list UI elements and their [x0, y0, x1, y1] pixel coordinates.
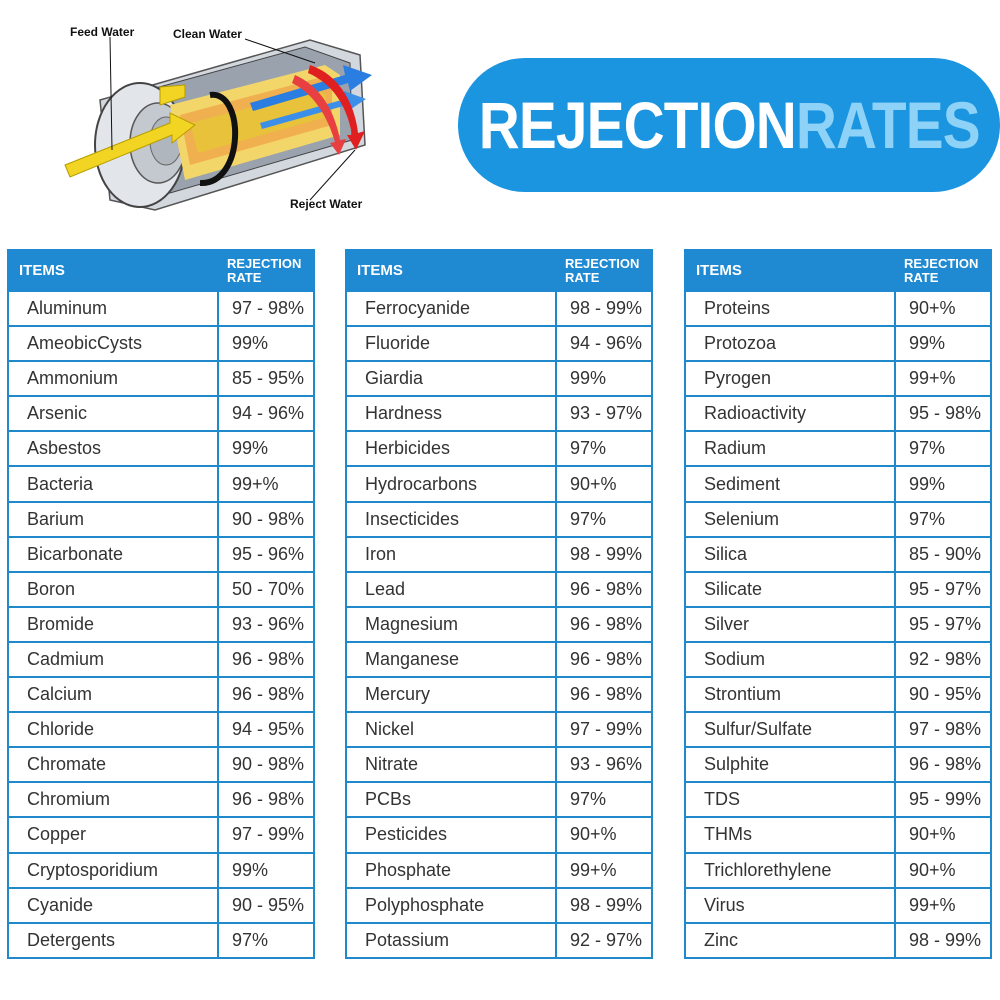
item-cell: Phosphate — [346, 853, 556, 888]
rate-cell: 95 - 97% — [895, 607, 991, 642]
rate-cell: 90+% — [556, 817, 652, 852]
rate-cell: 85 - 95% — [218, 361, 314, 396]
table-row — [346, 466, 652, 501]
table-row — [346, 747, 652, 782]
table-row — [8, 607, 314, 642]
table-row — [8, 537, 314, 572]
title-banner — [458, 58, 1000, 192]
rate-cell: 98 - 99% — [556, 888, 652, 923]
table-row — [8, 853, 314, 888]
table-row — [346, 642, 652, 677]
rate-cell: 97 - 99% — [556, 712, 652, 747]
item-cell: Silver — [685, 607, 895, 642]
rate-header-line2: RATE — [904, 269, 939, 285]
item-cell: Pesticides — [346, 817, 556, 852]
reject-water-label: Reject Water — [290, 197, 363, 211]
rate-cell: 93 - 96% — [556, 747, 652, 782]
item-cell: Sulphite — [685, 747, 895, 782]
item-cell: Protozoa — [685, 326, 895, 361]
table-row — [8, 712, 314, 747]
rate-cell: 95 - 96% — [218, 537, 314, 572]
rate-cell: 98 - 99% — [895, 923, 991, 958]
rate-cell: 92 - 98% — [895, 642, 991, 677]
item-cell: THMs — [685, 817, 895, 852]
rate-cell: 90+% — [895, 291, 991, 326]
rate-cell: 95 - 97% — [895, 572, 991, 607]
table-row — [346, 291, 652, 326]
rate-cell: 94 - 96% — [218, 396, 314, 431]
item-cell: Herbicides — [346, 431, 556, 466]
rate-cell: 96 - 98% — [556, 607, 652, 642]
rate-cell: 93 - 97% — [556, 396, 652, 431]
item-cell: Arsenic — [8, 396, 218, 431]
rate-cell: 94 - 96% — [556, 326, 652, 361]
item-cell: Nickel — [346, 712, 556, 747]
table-row — [685, 466, 991, 501]
rate-cell: 90 - 95% — [895, 677, 991, 712]
item-cell: Bacteria — [8, 466, 218, 501]
rejection-table-3 — [684, 249, 992, 959]
items-header: ITEMS — [685, 250, 895, 291]
rate-cell: 97% — [218, 923, 314, 958]
table-row — [346, 326, 652, 361]
table-row — [8, 326, 314, 361]
rate-cell: 85 - 90% — [895, 537, 991, 572]
item-cell: Hydrocarbons — [346, 466, 556, 501]
item-cell: Giardia — [346, 361, 556, 396]
item-cell: Trichlorethylene — [685, 853, 895, 888]
table-row — [8, 817, 314, 852]
item-cell: Barium — [8, 502, 218, 537]
table-row — [8, 431, 314, 466]
table-row — [346, 607, 652, 642]
table-row — [8, 291, 314, 326]
rate-cell: 98 - 99% — [556, 537, 652, 572]
rate-cell: 99% — [218, 431, 314, 466]
items-header: ITEMS — [8, 250, 218, 291]
item-cell: Nitrate — [346, 747, 556, 782]
table-row — [346, 782, 652, 817]
rate-cell: 97 - 99% — [218, 817, 314, 852]
table-row — [685, 361, 991, 396]
rate-cell: 97% — [895, 502, 991, 537]
rate-cell: 90 - 98% — [218, 502, 314, 537]
rate-cell: 96 - 98% — [556, 677, 652, 712]
rate-cell: 90+% — [556, 466, 652, 501]
rate-cell: 97% — [556, 502, 652, 537]
table-row — [346, 502, 652, 537]
table-header-row — [685, 250, 991, 291]
table-row — [8, 502, 314, 537]
item-cell: Boron — [8, 572, 218, 607]
rate-cell: 99+% — [895, 361, 991, 396]
table-row — [8, 466, 314, 501]
item-cell: PCBs — [346, 782, 556, 817]
table-header-row — [346, 250, 652, 291]
item-cell: Zinc — [685, 923, 895, 958]
table-row — [8, 923, 314, 958]
rate-cell: 93 - 96% — [218, 607, 314, 642]
table-row — [346, 572, 652, 607]
item-cell: Manganese — [346, 642, 556, 677]
item-cell: Strontium — [685, 677, 895, 712]
title-part2: RATES — [795, 88, 980, 162]
rate-cell: 96 - 98% — [895, 747, 991, 782]
item-cell: Copper — [8, 817, 218, 852]
table-row — [685, 817, 991, 852]
table-row — [8, 572, 314, 607]
table-row — [346, 431, 652, 466]
rate-header-line2: RATE — [565, 269, 600, 285]
rate-cell: 97 - 98% — [895, 712, 991, 747]
table-row — [8, 747, 314, 782]
item-cell: Bromide — [8, 607, 218, 642]
item-cell: Pyrogen — [685, 361, 895, 396]
item-cell: Insecticides — [346, 502, 556, 537]
rejection-table-1 — [7, 249, 315, 959]
table-row — [346, 923, 652, 958]
table-row — [685, 923, 991, 958]
rate-cell: 99+% — [895, 888, 991, 923]
rate-cell: 99% — [218, 853, 314, 888]
rate-cell: 90 - 98% — [218, 747, 314, 782]
table-row — [346, 396, 652, 431]
table-row — [685, 853, 991, 888]
rejection-table-2 — [345, 249, 653, 959]
rate-cell: 96 - 98% — [218, 642, 314, 677]
rate-cell: 90+% — [895, 817, 991, 852]
item-cell: Chromium — [8, 782, 218, 817]
item-cell: Iron — [346, 537, 556, 572]
rate-cell: 99% — [556, 361, 652, 396]
table-row — [685, 642, 991, 677]
rate-cell: 99% — [895, 326, 991, 361]
rate-cell: 96 - 98% — [218, 782, 314, 817]
clean-water-label: Clean Water — [173, 27, 242, 41]
table-row — [8, 782, 314, 817]
table-row — [685, 782, 991, 817]
table-row — [346, 817, 652, 852]
rate-cell: 94 - 95% — [218, 712, 314, 747]
item-cell: Cryptosporidium — [8, 853, 218, 888]
table-row — [346, 853, 652, 888]
rate-cell: 99+% — [556, 853, 652, 888]
page-title — [478, 88, 980, 162]
rate-cell: 50 - 70% — [218, 572, 314, 607]
item-cell: Potassium — [346, 923, 556, 958]
item-cell: TDS — [685, 782, 895, 817]
table-row — [685, 291, 991, 326]
table-row — [346, 677, 652, 712]
rate-cell: 90 - 95% — [218, 888, 314, 923]
item-cell: Silica — [685, 537, 895, 572]
item-cell: Mercury — [346, 677, 556, 712]
rate-cell: 95 - 98% — [895, 396, 991, 431]
table-row — [685, 712, 991, 747]
item-cell: Proteins — [685, 291, 895, 326]
item-cell: Cadmium — [8, 642, 218, 677]
table-row — [346, 888, 652, 923]
rate-cell: 97% — [895, 431, 991, 466]
item-cell: Detergents — [8, 923, 218, 958]
table-row — [685, 502, 991, 537]
rejection-rate-header — [556, 250, 652, 291]
items-header: ITEMS — [346, 250, 556, 291]
item-cell: Ammonium — [8, 361, 218, 396]
item-cell: Polyphosphate — [346, 888, 556, 923]
rate-cell: 97% — [556, 782, 652, 817]
item-cell: Radium — [685, 431, 895, 466]
rate-cell: 97% — [556, 431, 652, 466]
rate-header-line1: REJECTION — [227, 255, 302, 271]
item-cell: Ferrocyanide — [346, 291, 556, 326]
table-row — [685, 677, 991, 712]
table-row — [346, 361, 652, 396]
rate-header-line2: RATE — [227, 269, 262, 285]
table-row — [8, 642, 314, 677]
item-cell: Fluoride — [346, 326, 556, 361]
item-cell: Bicarbonate — [8, 537, 218, 572]
table-row — [8, 396, 314, 431]
ro-membrane-diagram — [60, 15, 390, 220]
rate-cell: 98 - 99% — [556, 291, 652, 326]
table-row — [685, 537, 991, 572]
item-cell: Sulfur/Sulfate — [685, 712, 895, 747]
table-row — [685, 326, 991, 361]
item-cell: Asbestos — [8, 431, 218, 466]
table-header-row — [8, 250, 314, 291]
item-cell: Chloride — [8, 712, 218, 747]
item-cell: Sodium — [685, 642, 895, 677]
item-cell: Aluminum — [8, 291, 218, 326]
table-row — [8, 677, 314, 712]
table-row — [685, 431, 991, 466]
table-row — [685, 888, 991, 923]
table-row — [685, 396, 991, 431]
table-row — [685, 747, 991, 782]
rejection-rate-header — [895, 250, 991, 291]
rate-cell: 99% — [895, 466, 991, 501]
rate-cell: 96 - 98% — [218, 677, 314, 712]
item-cell: Radioactivity — [685, 396, 895, 431]
rate-cell: 97 - 98% — [218, 291, 314, 326]
table-row — [8, 888, 314, 923]
item-cell: Chromate — [8, 747, 218, 782]
item-cell: Silicate — [685, 572, 895, 607]
title-part1: REJECTION — [478, 88, 796, 162]
item-cell: Calcium — [8, 677, 218, 712]
rate-cell: 96 - 98% — [556, 572, 652, 607]
item-cell: Virus — [685, 888, 895, 923]
item-cell: Hardness — [346, 396, 556, 431]
item-cell: AmeobicCysts — [8, 326, 218, 361]
item-cell: Magnesium — [346, 607, 556, 642]
item-cell: Selenium — [685, 502, 895, 537]
rate-header-line1: REJECTION — [565, 255, 640, 271]
rate-cell: 95 - 99% — [895, 782, 991, 817]
table-row — [346, 537, 652, 572]
rate-cell: 99+% — [218, 466, 314, 501]
rate-cell: 92 - 97% — [556, 923, 652, 958]
ro-membrane-illustration — [60, 15, 390, 220]
table-row — [685, 572, 991, 607]
table-row — [346, 712, 652, 747]
rate-header-line1: REJECTION — [904, 255, 979, 271]
rate-cell: 99% — [218, 326, 314, 361]
table-row — [685, 607, 991, 642]
table-row — [8, 361, 314, 396]
item-cell: Lead — [346, 572, 556, 607]
rate-cell: 96 - 98% — [556, 642, 652, 677]
rate-cell: 90+% — [895, 853, 991, 888]
feed-water-label: Feed Water — [70, 25, 135, 39]
item-cell: Cyanide — [8, 888, 218, 923]
rejection-rate-header — [218, 250, 314, 291]
item-cell: Sediment — [685, 466, 895, 501]
